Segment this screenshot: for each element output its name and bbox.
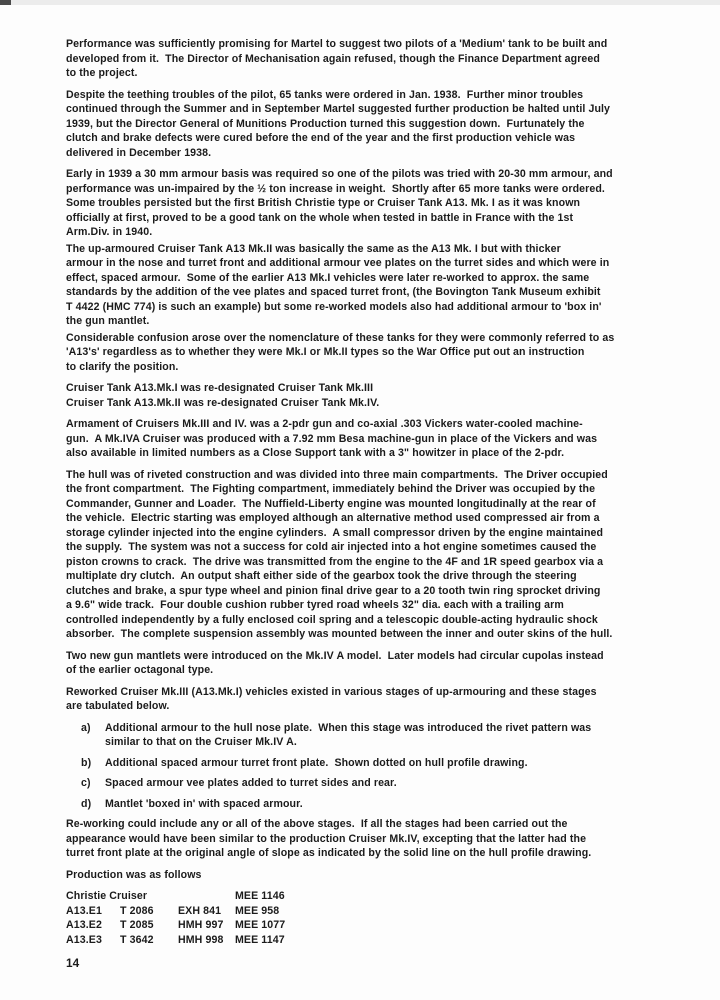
- text-line: the gun mantlet.: [66, 315, 150, 327]
- text-line: developed from it. The Director of Mechanisation again refused, though the Finance Department agreed: [66, 52, 600, 65]
- text-line: Commander, Gunner and Loader. The Nuffield-Liberty engine was mounted longitudinally at the rear of: [66, 497, 596, 510]
- list-marker: a): [81, 721, 91, 734]
- text-line: Production was as follows: [66, 868, 202, 881]
- page-number: 14: [66, 956, 80, 970]
- text-line: armour in the nose and turret front and additional armour vee plates on the turret sides and which were in: [66, 257, 610, 269]
- text-line: gun. A Mk.IVA Cruiser was produced with a 7.92 mm Besa machine-gun in place of the Vickers and was: [66, 432, 598, 445]
- text-line: Despite the teething troubles of the pilot, 65 tanks were ordered in Jan. 1938. Further minor troubles: [66, 88, 584, 101]
- text-line: T 4422 (HMC 774) is such an example) but some re-worked models also had additional armour to 'box in': [66, 300, 602, 313]
- text-line: Mantlet 'boxed in' with spaced armour.: [105, 797, 303, 810]
- text-line: piston crowns to crack. The drive was transmitted from the engine to the 4F and 1R speed gearbox via a: [66, 555, 604, 568]
- table-cell: A13.E1: [66, 904, 102, 917]
- text-line: Cruiser Tank A13.Mk.I was re-designated Cruiser Tank Mk.III: [66, 382, 374, 394]
- text-line: 1939, but the Director General of Munitions Production turned this suggestion down. Furtunately the: [66, 117, 585, 130]
- text-line: delivered in December 1938.: [66, 146, 212, 159]
- scan-edge-strip: [0, 0, 720, 5]
- text-line: Re-working could include any or all of the above stages. If all the stages had been carried out the: [66, 818, 568, 830]
- paragraph: [66, 649, 706, 678]
- text-line: multiplate dry clutch. An output shaft either side of the gearbox took the drive through the steering: [66, 570, 577, 582]
- table-cell: T 3642: [120, 933, 154, 946]
- text-line: clutches and brake, a spur type wheel and pinion final drive gear to a 20 tooth twin ring sprocket driving: [66, 584, 601, 597]
- scan-corner-mark: [0, 0, 11, 5]
- text-line: of the earlier octagonal type.: [66, 664, 214, 676]
- text-line: Armament of Cruisers Mk.III and IV. was a 2-pdr gun and co-axial .303 Vickers water-cooled machine-: [66, 418, 583, 430]
- table-row: [66, 918, 706, 933]
- text-line: Early in 1939 a 30 mm armour basis was required so one of the pilots was tried with 20-30 mm armour, and: [66, 168, 613, 180]
- paragraph: [66, 468, 706, 642]
- production-table: [66, 889, 706, 947]
- text-line: turret front plate at the original angle of slope as indicated by the solid line on the hull profile drawing.: [66, 847, 592, 859]
- table-cell: HMH 998: [178, 933, 224, 946]
- table-cell: T 2085: [120, 919, 154, 931]
- paragraph: [66, 685, 706, 714]
- text-line: standards by the addition of the vee plates and spaced turret front, (the Bovington Tank Museum exhibit: [66, 286, 601, 298]
- text-line: Arm.Div. in 1940.: [66, 226, 153, 238]
- text-line: 'A13's' regardless as to whether they were Mk.I or Mk.II types so the War Office put out an instruction: [66, 346, 585, 358]
- text-line: officially at first, proved to be a good tank on the whole when tested in battle in France with the 1st: [66, 211, 574, 224]
- text-line: continued through the Summer and in September Martel suggested further production be halted until July: [66, 103, 611, 115]
- list-item: [66, 756, 706, 771]
- table-cell: MEE 1147: [235, 933, 285, 946]
- list-marker: c): [81, 777, 91, 789]
- text-line: Additional spaced armour turret front plate. Shown dotted on hull profile drawing.: [105, 756, 528, 769]
- text-line: are tabulated below.: [66, 700, 170, 712]
- paragraph: [66, 868, 706, 883]
- list-marker: b): [81, 756, 92, 769]
- text-line: Performance was sufficiently promising for Martel to suggest two pilots of a 'Medium' tank to be built and: [66, 38, 608, 50]
- paragraph: [66, 817, 706, 861]
- text-line: The up-armoured Cruiser Tank A13 Mk.II was basically the same as the A13 Mk. I but with thicker: [66, 242, 561, 255]
- text-line: Some troubles persisted but the first British Christie type or Cruiser Tank A13. Mk. I as it was known: [66, 197, 581, 209]
- paragraph: [66, 417, 706, 461]
- text-line: appearance would have been similar to the production Cruiser Mk.IV, excepting that the latter had the: [66, 832, 587, 845]
- text-line: storage cylinder injected into the engine cylinders. A small compressor driven by the engine maintained: [66, 526, 604, 539]
- table-cell: MEE 958: [235, 904, 280, 917]
- paragraph: [66, 381, 706, 410]
- text-line: the front compartment. The Fighting compartment, immediately behind the Driver was occupied by the: [66, 483, 596, 495]
- list-item-text: [105, 756, 528, 771]
- paragraph: [66, 331, 706, 375]
- paragraph: [66, 88, 706, 161]
- list-item-text: [105, 776, 397, 791]
- table-row: [66, 889, 706, 904]
- text-line: the supply. The system was not a success for cold air injected into a hot engine sometimes caused the: [66, 541, 597, 553]
- list-item-text: [105, 721, 591, 750]
- table-cell: A13.E3: [66, 933, 102, 946]
- paragraph: [66, 167, 706, 240]
- table-row: [66, 933, 706, 948]
- text-line: to clarify the position.: [66, 360, 179, 373]
- text-line: absorber. The complete suspension assembly was mounted between the inner and outer skins of the hull.: [66, 628, 613, 640]
- list-item-text: [105, 797, 303, 812]
- document-page: [66, 37, 706, 971]
- table-row: [66, 904, 706, 919]
- body-text: [66, 37, 706, 947]
- table-cell: [178, 889, 235, 904]
- text-line: to the project.: [66, 67, 138, 79]
- text-line: similar to that on the Cruiser Mk.IV A.: [105, 736, 297, 748]
- paragraph: [66, 242, 706, 329]
- text-line: Spaced armour vee plates added to turret sides and rear.: [105, 777, 397, 789]
- text-line: effect, spaced armour. Some of the earlier A13 Mk.I vehicles were later re-worked to approx. the same: [66, 271, 590, 284]
- text-line: Reworked Cruiser Mk.III (A13.Mk.I) vehicles existed in various stages of up-armouring and these stages: [66, 685, 597, 698]
- list-item: [66, 776, 706, 791]
- text-line: performance was un-impaired by the ½ ton increase in weight. Shortly after 65 more tanks were ordered.: [66, 182, 605, 195]
- table-cell: HMH 997: [178, 919, 224, 931]
- table-cell: A13.E2: [66, 919, 102, 931]
- table-cell: EXH 841: [178, 904, 222, 917]
- table-cell: T 2086: [120, 904, 154, 917]
- list-item: [66, 797, 706, 812]
- paragraph: [66, 37, 706, 81]
- text-line: Considerable confusion arose over the nomenclature of these tanks for they were commonly referred to as: [66, 331, 615, 344]
- table-cell: MEE 1146: [235, 890, 285, 902]
- list-marker: d): [81, 797, 92, 810]
- table-cell: MEE 1077: [235, 919, 286, 931]
- text-line: controlled independently by a fully enclosed coil spring and a telescopic double-acting hydraulic shock: [66, 613, 598, 626]
- text-line: The hull was of riveted construction and was divided into three main compartments. The Driver occupied: [66, 468, 608, 481]
- text-line: a 9.6" wide track. Four double cushion rubber tyred road wheels 32" dia. each with a trailing arm: [66, 599, 564, 611]
- text-line: Two new gun mantlets were introduced on the Mk.IV A model. Later models had circular cupolas instead: [66, 649, 604, 662]
- list-item: [66, 721, 706, 750]
- text-line: also available in limited numbers as a Close Support tank with a 3" howitzer in place of the 2-pdr.: [66, 447, 565, 459]
- text-line: the vehicle. Electric starting was employed although an alternative method used compressed air from a: [66, 512, 600, 524]
- table-cell: Christie Cruiser: [66, 890, 148, 902]
- text-line: Cruiser Tank A13.Mk.II was re-designated Cruiser Tank Mk.IV.: [66, 396, 380, 409]
- text-line: clutch and brake defects were cured before the end of the year and the first production vehicle was: [66, 132, 576, 144]
- table-cell: [120, 889, 178, 904]
- text-line: Additional armour to the hull nose plate. When this stage was introduced the rivet pattern was: [105, 721, 592, 734]
